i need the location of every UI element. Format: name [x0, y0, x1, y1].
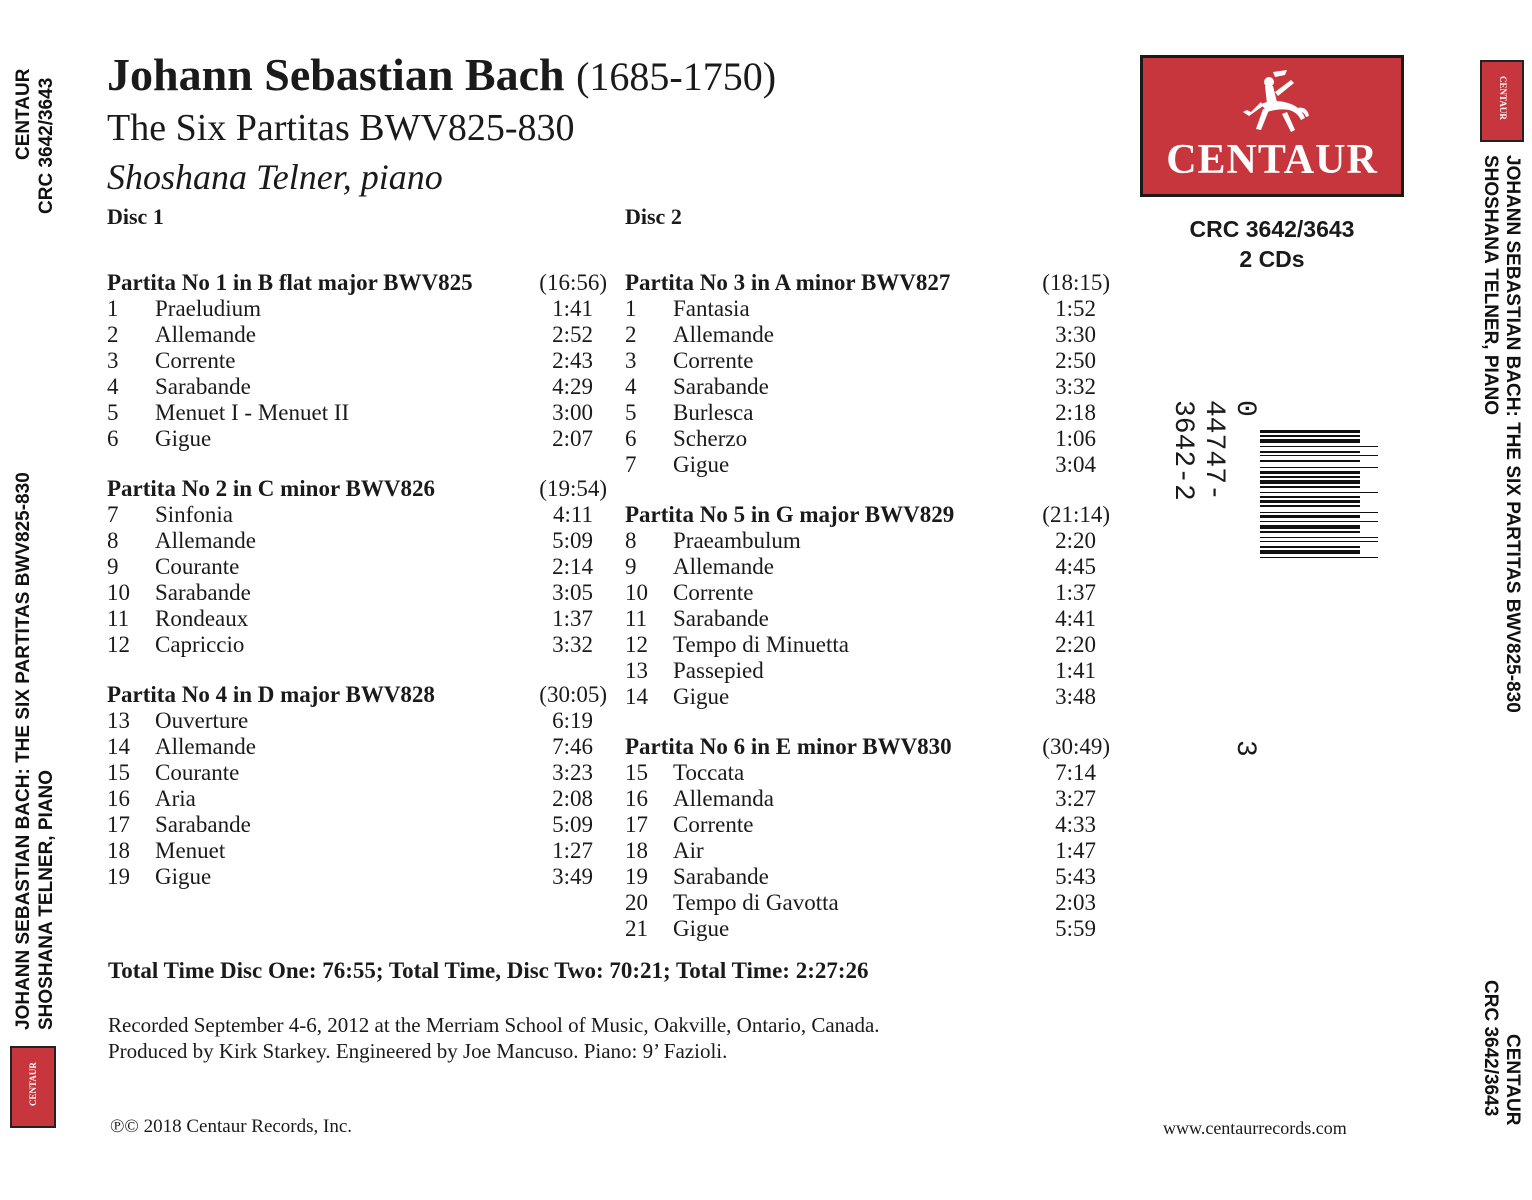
track-row [625, 580, 1110, 606]
track-number: 3 [107, 348, 119, 373]
track-row [107, 580, 607, 606]
track-number: 18 [625, 838, 648, 863]
track-number: 17 [107, 812, 130, 837]
track-duration: 3:23 [552, 760, 593, 785]
partita-block [107, 270, 607, 452]
track-name: Allemande [673, 554, 774, 579]
right-spine-performer: SHOSHANA TELNER, PIANO [1480, 155, 1501, 416]
track-number: 10 [625, 580, 648, 605]
composer-name: Johann Sebastian Bach [107, 49, 565, 100]
partita-heading [625, 502, 1110, 528]
track-duration: 5:09 [552, 812, 593, 837]
track-number: 14 [625, 684, 648, 709]
track-duration: 1:41 [552, 296, 593, 321]
barcode-bar [1260, 525, 1360, 529]
track-duration: 3:48 [1055, 684, 1096, 709]
performer-line: Shoshana Telner, piano [107, 157, 443, 197]
track-row [107, 708, 607, 734]
track-number: 17 [625, 812, 648, 837]
track-row [107, 322, 607, 348]
track-row [625, 786, 1110, 812]
track-duration: 2:43 [552, 348, 593, 373]
track-duration: 4:29 [552, 374, 593, 399]
track-row [625, 864, 1110, 890]
track-row [625, 400, 1110, 426]
barcode-bar [1260, 541, 1378, 542]
track-row [107, 296, 607, 322]
track-name: Sarabande [155, 374, 251, 399]
track-duration: 3:04 [1055, 452, 1096, 477]
right-spine-catalog: CRC 3642/3643 [1480, 980, 1501, 1117]
track-number: 19 [107, 864, 130, 889]
barcode-bar [1260, 515, 1360, 518]
barcode-bar [1260, 435, 1360, 437]
track-duration: 2:20 [1055, 632, 1096, 657]
track-duration: 5:09 [552, 528, 593, 553]
track-number: 9 [625, 554, 637, 579]
track-row [625, 554, 1110, 580]
track-number: 6 [625, 426, 637, 451]
track-number: 2 [107, 322, 119, 347]
track-row [107, 554, 607, 580]
track-number: 2 [625, 322, 637, 347]
barcode-bar [1260, 496, 1360, 498]
track-row [107, 528, 607, 554]
track-name: Toccata [673, 760, 745, 785]
track-row [107, 838, 607, 864]
track-name: Corrente [673, 812, 754, 837]
partita-total-time: (30:49) [1042, 734, 1110, 759]
track-number: 1 [625, 296, 637, 321]
recording-credits-line-1: Recorded September 4-6, 2012 at the Merriam School of Music, Oakville, Ontario, Canada. [108, 1013, 880, 1037]
track-duration: 4:33 [1055, 812, 1096, 837]
partita-total-time: (21:14) [1042, 502, 1110, 527]
total-times: Total Time Disc One: 76:55; Total Time, Disc Two: 70:21; Total Time: 2:27:26 [108, 958, 869, 983]
track-number: 7 [625, 452, 637, 477]
barcode-bar [1260, 430, 1360, 433]
track-row [625, 606, 1110, 632]
track-name: Sarabande [673, 606, 769, 631]
track-row [107, 812, 607, 838]
track-row [107, 374, 607, 400]
track-name: Tempo di Gavotta [673, 890, 839, 915]
right-spine-logo: CENTAUR [1480, 60, 1524, 142]
track-row [625, 348, 1110, 374]
track-number: 8 [625, 528, 637, 553]
track-duration: 1:27 [552, 838, 593, 863]
disc-count: 2 CDs [1239, 246, 1305, 272]
track-number: 20 [625, 890, 648, 915]
track-number: 14 [107, 734, 130, 759]
track-number: 16 [107, 786, 130, 811]
catalog-block [1140, 214, 1404, 274]
track-duration: 1:41 [1055, 658, 1096, 683]
barcode-bar [1260, 451, 1360, 453]
partita-title: Partita No 6 in E minor BWV830 [625, 734, 952, 759]
track-row [625, 812, 1110, 838]
left-spine-title: JOHANN SEBASTIAN BACH: THE SIX PARTITAS BWV825-830 [13, 472, 34, 1030]
right-spine-label: CENTAUR [1502, 1034, 1523, 1126]
track-name: Allemande [155, 528, 256, 553]
track-row [625, 916, 1110, 942]
track-number: 9 [107, 554, 119, 579]
barcode-bar [1260, 546, 1360, 548]
track-number: 12 [625, 632, 648, 657]
track-number: 3 [625, 348, 637, 373]
disc-2-tracklist [625, 204, 1110, 966]
track-number: 5 [107, 400, 119, 425]
barcode-bar [1260, 557, 1378, 558]
track-row [625, 684, 1110, 710]
partita-block [107, 682, 607, 890]
track-row [107, 606, 607, 632]
track-name: Sarabande [673, 864, 769, 889]
barcode-bars [1260, 430, 1378, 738]
track-name: Ouverture [155, 708, 249, 733]
track-duration: 3:49 [552, 864, 593, 889]
partita-heading [625, 734, 1110, 760]
track-name: Gigue [673, 684, 730, 709]
track-row [625, 528, 1110, 554]
track-name: Sarabande [155, 812, 251, 837]
barcode-bar [1260, 500, 1360, 503]
track-row [107, 502, 607, 528]
partita-block [625, 270, 1110, 478]
disc-1-tracklist [107, 204, 607, 914]
barcode-bar [1260, 471, 1360, 474]
track-name: Rondeaux [155, 606, 249, 631]
track-row [625, 322, 1110, 348]
track-number: 13 [107, 708, 130, 733]
track-row [625, 296, 1110, 322]
track-number: 11 [625, 606, 648, 631]
track-name: Corrente [155, 348, 236, 373]
track-row [625, 452, 1110, 478]
left-spine [0, 0, 70, 1200]
track-row [625, 658, 1110, 684]
track-name: Tempo di Minuetta [673, 632, 849, 657]
track-row [625, 890, 1110, 916]
partita-title: Partita No 2 in C minor BWV826 [107, 476, 435, 501]
barcode-bar [1260, 521, 1378, 522]
barcode-bar [1260, 460, 1360, 462]
partita-title: Partita No 1 in B flat major BWV825 [107, 270, 473, 295]
disc-1-label: Disc 1 [107, 204, 164, 229]
track-duration: 4:11 [552, 502, 593, 527]
track-duration: 2:07 [552, 426, 593, 451]
track-name: Allemande [673, 322, 774, 347]
track-duration: 3:30 [1055, 322, 1096, 347]
partita-heading [625, 270, 1110, 296]
track-number: 4 [107, 374, 119, 399]
track-duration: 3:27 [1055, 786, 1096, 811]
centaur-logo-text: CENTAUR [1166, 137, 1378, 183]
track-name: Praeambulum [673, 528, 801, 553]
left-spine-catalog: CRC 3642/3643 [36, 77, 57, 214]
track-name: Courante [155, 760, 240, 785]
catalog-number: CRC 3642/3643 [1189, 216, 1355, 242]
barcode-bar [1260, 505, 1360, 507]
left-spine-logo: CENTAUR [10, 1046, 56, 1128]
composer-heading [107, 48, 776, 101]
track-duration: 1:37 [1055, 580, 1096, 605]
barcode-bar [1260, 537, 1378, 538]
track-duration: 2:52 [552, 322, 593, 347]
track-number: 16 [625, 786, 648, 811]
partita-heading [107, 270, 607, 296]
track-row [625, 374, 1110, 400]
website-url: www.centaurrecords.com [1163, 1118, 1347, 1138]
track-number: 4 [625, 374, 637, 399]
track-duration: 2:18 [1055, 400, 1096, 425]
track-number: 8 [107, 528, 119, 553]
track-duration: 1:47 [1055, 838, 1096, 863]
track-duration: 7:46 [552, 734, 593, 759]
disc-2-label: Disc 2 [625, 204, 682, 229]
track-name: Menuet [155, 838, 226, 863]
track-row [107, 760, 607, 786]
track-name: Sinfonia [155, 502, 233, 527]
track-duration: 4:41 [1055, 606, 1096, 631]
work-title: The Six Partitas BWV825-830 [107, 107, 575, 149]
track-duration: 3:00 [552, 400, 593, 425]
track-number: 7 [107, 502, 119, 527]
track-row [107, 348, 607, 374]
partita-block [625, 502, 1110, 710]
track-name: Gigue [155, 426, 212, 451]
track-duration: 2:14 [552, 554, 593, 579]
partita-title: Partita No 3 in A minor BWV827 [625, 270, 951, 295]
track-number: 10 [107, 580, 130, 605]
copyright-notice: ℗© 2018 Centaur Records, Inc. [110, 1116, 353, 1137]
partita-block [625, 734, 1110, 942]
barcode-bar [1260, 455, 1378, 456]
barcode-bar [1260, 492, 1378, 493]
track-duration: 4:45 [1055, 554, 1096, 579]
track-duration: 2:20 [1055, 528, 1096, 553]
track-number: 21 [625, 916, 648, 941]
track-duration: 5:43 [1055, 864, 1096, 889]
track-number: 1 [107, 296, 119, 321]
partita-heading [107, 476, 607, 502]
track-name: Gigue [673, 916, 730, 941]
partita-total-time: (18:15) [1042, 270, 1110, 295]
partita-total-time: (19:54) [539, 476, 607, 501]
barcode-bar [1260, 512, 1378, 513]
track-row [625, 760, 1110, 786]
track-duration: 3:32 [1055, 374, 1096, 399]
track-number: 19 [625, 864, 648, 889]
track-number: 13 [625, 658, 648, 683]
track-name: Air [673, 838, 704, 863]
centaur-logo [1140, 55, 1404, 197]
track-row [625, 426, 1110, 452]
track-duration: 5:59 [1055, 916, 1096, 941]
track-name: Scherzo [673, 426, 748, 451]
track-name: Allemanda [673, 786, 774, 811]
barcode-digits: 0 44747-3642-2 [1167, 400, 1260, 501]
track-duration: 3:32 [552, 632, 593, 657]
partita-block [107, 476, 607, 658]
track-duration: 1:06 [1055, 426, 1096, 451]
track-duration: 1:37 [552, 606, 593, 631]
barcode-bar [1260, 439, 1360, 443]
track-number: 18 [107, 838, 130, 863]
composer-dates: (1685-1750) [576, 54, 777, 99]
track-name: Burlesca [673, 400, 754, 425]
track-name: Menuet I - Menuet II [155, 400, 350, 425]
track-name: Corrente [673, 348, 754, 373]
track-name: Capriccio [155, 632, 245, 657]
barcode-check-digit: 3 [1229, 740, 1260, 757]
track-duration: 2:08 [552, 786, 593, 811]
track-duration: 6:19 [552, 708, 593, 733]
barcode-bar [1260, 531, 1360, 533]
recording-credits [108, 1012, 880, 1064]
barcode-bar [1260, 476, 1360, 478]
track-number: 15 [625, 760, 648, 785]
track-name: Fantasia [673, 296, 750, 321]
barcode-bar [1260, 550, 1360, 554]
track-name: Gigue [673, 452, 730, 477]
track-row [107, 400, 607, 426]
track-name: Allemande [155, 322, 256, 347]
barcode-bar [1260, 467, 1378, 468]
right-spine [1462, 0, 1532, 1200]
track-row [625, 838, 1110, 864]
barcode [1167, 400, 1384, 770]
barcode-bar [1260, 486, 1360, 488]
track-name: Allemande [155, 734, 256, 759]
track-duration: 7:14 [1055, 760, 1096, 785]
partita-total-time: (16:56) [539, 270, 607, 295]
track-number: 5 [625, 400, 637, 425]
partita-total-time: (30:05) [539, 682, 607, 707]
partita-title: Partita No 4 in D major BWV828 [107, 682, 435, 707]
left-spine-label: CENTAUR [13, 68, 34, 160]
partita-heading [107, 682, 607, 708]
track-duration: 2:50 [1055, 348, 1096, 373]
partita-title: Partita No 5 in G major BWV829 [625, 502, 955, 527]
right-spine-title: JOHANN SEBASTIAN BACH: THE SIX PARTITAS BWV825-830 [1502, 155, 1523, 713]
track-name: Gigue [155, 864, 212, 889]
track-name: Aria [155, 786, 196, 811]
track-row [107, 734, 607, 760]
barcode-bar [1260, 480, 1360, 484]
track-name: Passepied [673, 658, 764, 683]
track-name: Corrente [673, 580, 754, 605]
track-row [107, 864, 607, 890]
track-number: 15 [107, 760, 130, 785]
track-row [107, 786, 607, 812]
barcode-bar [1260, 446, 1378, 447]
track-duration: 1:52 [1055, 296, 1096, 321]
track-row [107, 426, 607, 452]
track-duration: 3:05 [552, 580, 593, 605]
track-name: Courante [155, 554, 240, 579]
track-row [107, 632, 607, 658]
track-number: 6 [107, 426, 119, 451]
track-name: Praeludium [155, 296, 262, 321]
track-number: 11 [107, 606, 130, 631]
recording-credits-line-2: Produced by Kirk Starkey. Engineered by Joe Mancuso. Piano: 9’ Fazioli. [108, 1039, 728, 1063]
track-name: Sarabande [673, 374, 769, 399]
track-number: 12 [107, 632, 130, 657]
track-name: Sarabande [155, 580, 251, 605]
track-row [625, 632, 1110, 658]
left-spine-performer: SHOSHANA TELNER, PIANO [36, 769, 57, 1030]
track-duration: 2:03 [1055, 890, 1096, 915]
